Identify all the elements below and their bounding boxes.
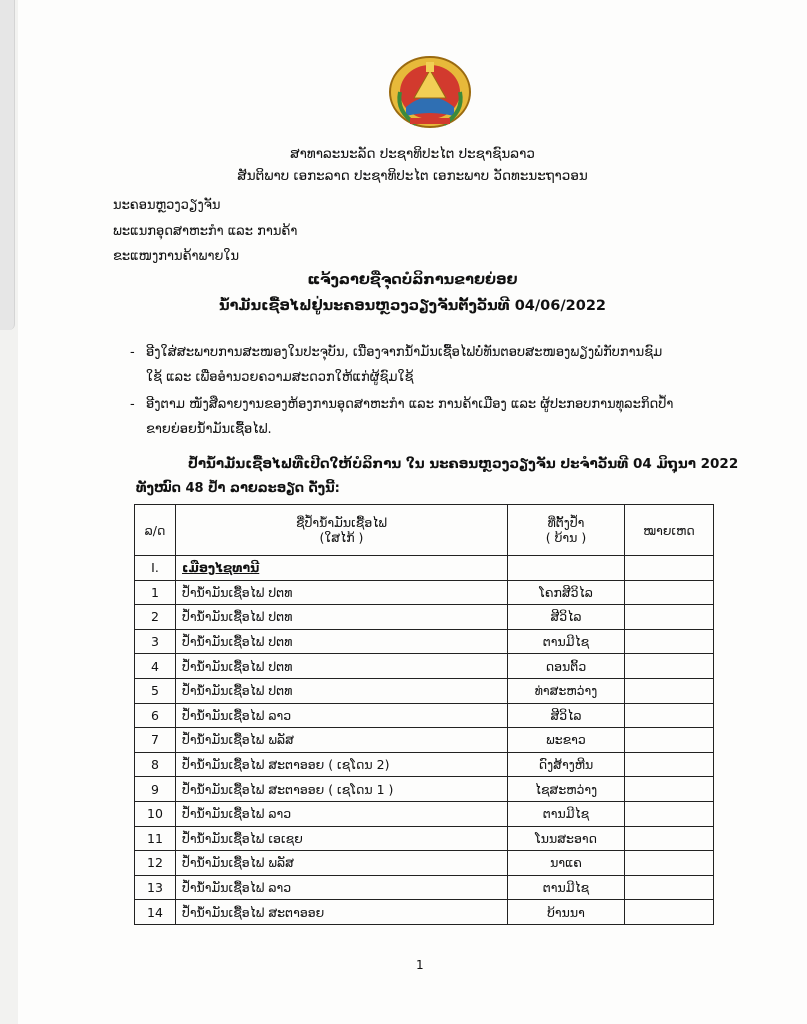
row-note [625,801,714,826]
table-row [135,728,714,753]
header-location [508,505,625,556]
table-row [135,678,714,703]
document-title-line-2: ນ້ຳມັນເຊື້ອໄຟຢູ່ນະຄອນຫຼວງວຽງຈັນຕັ້ງວັນທີ 04/06/2022 [219,298,606,314]
table-row [135,605,714,630]
document-title-line-1: ແຈ້ງລາຍຊື່ຈຸດບໍລິການຂາຍຍ່ອຍ [307,272,518,288]
bullet-2-line-a: ອີງຕາມ ໜັງສືລາຍງານຂອງຫ້ອງການອຸດສາຫະກຳ ແລະ ການຄ້າເມືອງ ແລະ ຜູ້ປະກອບການທຸລະກິດປ້ຳ [146,397,674,412]
row-note [625,900,714,925]
table-row [135,801,714,826]
row-number: 2 [135,605,176,630]
row-location: ສີວິໄລ [508,605,625,630]
table-row [135,875,714,900]
row-station-name: ປ້ຳນ້ຳມັນເຊື້ອໄຟ ປຕທ [176,678,508,703]
row-location: ຕານມີໄຊ [508,875,625,900]
row-number: 1 [135,580,176,605]
background-page-edge [0,0,15,330]
document-page [18,0,807,1024]
national-emblem-icon [386,52,474,130]
row-note [625,703,714,728]
table-row [135,654,714,679]
header-no: ລ/ດ [135,505,176,556]
row-note [625,654,714,679]
row-note [625,580,714,605]
row-station-name: ປ້ຳນ້ຳມັນເຊື້ອໄຟ ລາວ [176,801,508,826]
row-number: 11 [135,826,176,851]
row-note [625,728,714,753]
row-location: ໂນນສະອາດ [508,826,625,851]
row-note [625,777,714,802]
row-note [625,826,714,851]
row-location: ໄຊສະຫວ່າງ [508,777,625,802]
row-location: ທ່າສະຫວ່າງ [508,678,625,703]
row-number: 14 [135,900,176,925]
row-note [625,851,714,876]
row-station-name: ປ້ຳນ້ຳມັນເຊື້ອໄຟ ພລັສ [176,851,508,876]
authority-line-3: ຂະແໜງການຄ້າພາຍໃນ [113,249,240,264]
national-motto: ສັນຕິພາບ ເອກະລາດ ປະຊາທິປະໄຕ ເອກະພາບ ວັດທະນະຖາວອນ [237,168,588,184]
row-station-name: ປ້ຳນ້ຳມັນເຊື້ອໄຟ ລາວ [176,703,508,728]
bullet-1-line-a: ອີງໃສ່ສະພາບການສະໜອງໃນປະຈຸບັນ, ເນື່ອງຈາກນ້ຳມັນເຊື້ອໄຟບໍ່ທັນຕອບສະໜອງພຽງພໍກັບການຊົມ [146,345,663,360]
page-number: 1 [416,958,424,972]
row-location: ພະຂາວ [508,728,625,753]
header-note: ໝາຍເຫດ [625,505,714,556]
row-station-name: ປ້ຳນ້ຳມັນເຊື້ອໄຟ ລາວ [176,875,508,900]
table-row [135,900,714,925]
table-header-row [135,505,714,556]
table-body [135,580,714,924]
authority-line-1: ນະຄອນຫຼວງວຽງຈັນ [113,198,221,213]
row-number: 3 [135,629,176,654]
row-location: ບ້ານນາ [508,900,625,925]
district-name: ເມືອງໄຊທານີ [176,556,508,581]
republic-name: ສາທາລະນະລັດ ປະຊາທິປະໄຕ ປະຊາຊົນລາວ [290,146,535,162]
row-note [625,678,714,703]
row-number: 6 [135,703,176,728]
row-number: 4 [135,654,176,679]
row-location: ນາແຄ [508,851,625,876]
row-location: ສີວິໄລ [508,703,625,728]
district-number: I. [135,556,176,581]
table-row [135,777,714,802]
row-note [625,752,714,777]
header-station-name [176,505,508,556]
table-row [135,851,714,876]
row-location: ຕານມີໄຊ [508,629,625,654]
bullet-marker-2: - [130,397,135,412]
authority-line-2: ພະແນກອຸດສາຫະກຳ ແລະ ການຄ້າ [113,224,298,239]
header-name-line-1: ຊື່ປ້ຳນ້ຳມັນເຊື້ອໄຟ [296,515,387,530]
row-station-name: ປ້ຳນ້ຳມັນເຊື້ອໄຟ ພລັສ [176,728,508,753]
table-row [135,703,714,728]
row-station-name: ປ້ຳນ້ຳມັນເຊື້ອໄຟ ປຕທ [176,654,508,679]
row-note [625,629,714,654]
table-row [135,580,714,605]
header-name-line-2: (ໃສໄກ້ ) [319,530,364,545]
district-row [135,556,714,581]
row-number: 9 [135,777,176,802]
bullet-marker-1: - [130,345,135,360]
table-subtitle: ປ້ຳນ້ຳມັນເຊື້ອໄຟທີ່ເປີດໃຫ້ບໍລິການ ໃນ ນະຄອນຫຼວງວຽງຈັນ ປະຈຳວັນທີ 04 ມິຖຸນາ 2022 [188,456,739,472]
table-row [135,629,714,654]
bullet-item-1 [146,340,736,390]
table-row [135,826,714,851]
fuel-station-table [134,504,714,925]
total-count: ທັງໝົດ 48 ປ້ຳ ລາຍລະອຽດ ດັ່ງນີ້: [136,481,340,496]
row-number: 7 [135,728,176,753]
row-station-name: ປ້ຳນ້ຳມັນເຊື້ອໄຟ ສະຕາອອຍ [176,900,508,925]
row-note [625,875,714,900]
bullet-item-2 [146,392,736,442]
row-location: ຕານມີໄຊ [508,801,625,826]
table-row [135,752,714,777]
header-loc-line-1: ທີ່ຕັ້ງປ້ຳ [547,515,585,530]
row-number: 13 [135,875,176,900]
row-station-name: ປ້ຳນ້ຳມັນເຊື້ອໄຟ ປຕທ [176,580,508,605]
row-location: ໂຄກສີວິໄລ [508,580,625,605]
row-station-name: ປ້ຳນ້ຳມັນເຊື້ອໄຟ ປຕທ [176,629,508,654]
row-location: ດອນຕິ້ວ [508,654,625,679]
row-station-name: ປ້ຳນ້ຳມັນເຊື້ອໄຟ ສະຕາອອຍ ( ເຊໂດນ 2) [176,752,508,777]
bullet-1-line-b: ໃຊ້ ແລະ ເພື່ອອຳນວຍຄວາມສະດວກໃຫ້ແກ່ຜູ້ຊົມໃຊ້ [146,370,414,385]
row-location: ດົງສ້າງຫີນ [508,752,625,777]
row-station-name: ປ້ຳນ້ຳມັນເຊື້ອໄຟ ສະຕາອອຍ ( ເຊໂດນ 1 ) [176,777,508,802]
row-station-name: ປ້ຳນ້ຳມັນເຊື້ອໄຟ ເອເຊຍ [176,826,508,851]
row-number: 10 [135,801,176,826]
row-note [625,605,714,630]
row-number: 8 [135,752,176,777]
bullet-2-line-b: ຂາຍຍ່ອຍນ້ຳມັນເຊື້ອໄຟ. [146,422,272,437]
row-station-name: ປ້ຳນ້ຳມັນເຊື້ອໄຟ ປຕທ [176,605,508,630]
row-number: 5 [135,678,176,703]
row-number: 12 [135,851,176,876]
header-loc-line-2: ( ບ້ານ ) [545,530,587,545]
